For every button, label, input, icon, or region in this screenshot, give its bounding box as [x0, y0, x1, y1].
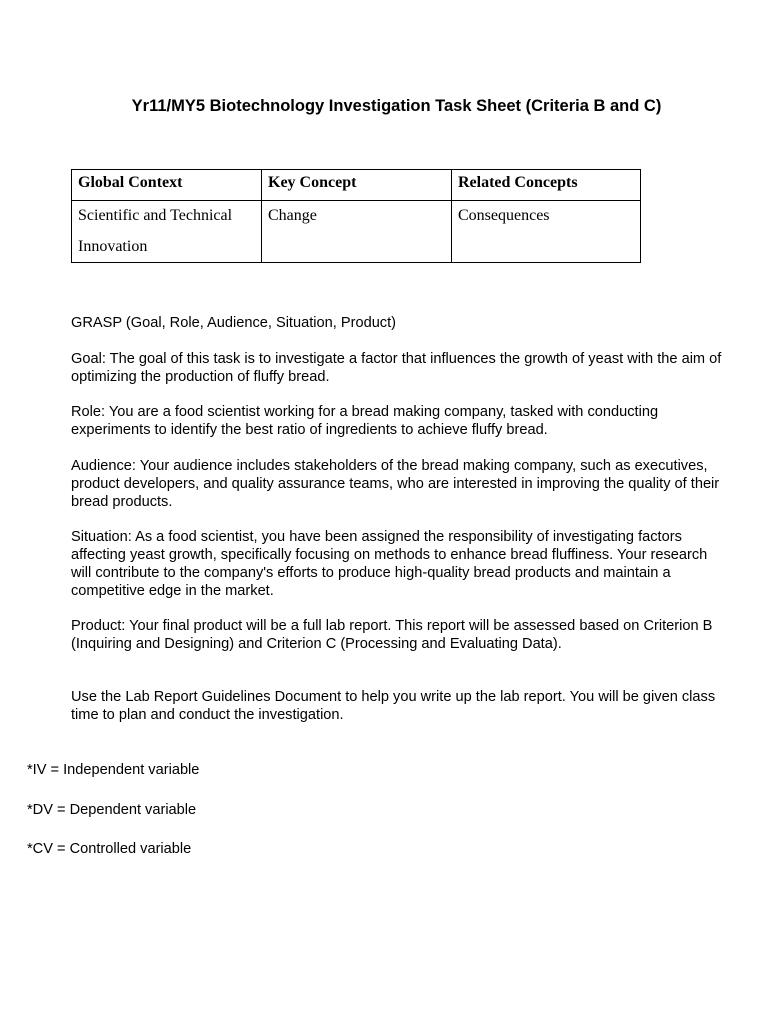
grasp-heading: GRASP (Goal, Role, Audience, Situation, Product): [71, 315, 397, 331]
iv-definition: *IV = Independent variable: [27, 762, 200, 778]
goal-paragraph: Goal: The goal of this task is to investigate a factor that influences the growth of yeast with the aim of optimizing the production of fluffy bread.: [71, 351, 722, 385]
cv-definition: *CV = Controlled variable: [27, 841, 192, 857]
situation-paragraph: Situation: As a food scientist, you have been assigned the responsibility of investigating factors affecting yeast growth, specifically focusing on methods to enhance bread fluffiness. Your research will contribute to the company's efforts to produce high-quality bread products and maintain a competitive edge in the market.: [71, 529, 708, 599]
table-row: [72, 201, 641, 263]
guidelines-paragraph: Use the Lab Report Guidelines Document to help you write up the lab report. You will be given class time to plan and conduct the investigation.: [71, 689, 716, 723]
cell-key-concept: Change: [262, 201, 452, 263]
cell-related-concepts: Consequences: [452, 201, 641, 263]
document-title: Yr11/MY5 Biotechnology Investigation Task Sheet (Criteria B and C): [131, 97, 662, 115]
context-table: [71, 169, 641, 263]
cell-global-context: Scientific and Technical Innovation: [72, 201, 262, 263]
role-paragraph: Role: You are a food scientist working for a bread making company, tasked with conducting experiments to identify the best ratio of ingredients to achieve fluffy bread.: [71, 404, 659, 438]
header-global-context: Global Context: [72, 170, 262, 201]
header-key-concept: Key Concept: [262, 170, 452, 201]
audience-paragraph: Audience: Your audience includes stakeholders of the bread making company, such as executives, product developers, and quality assurance teams, who are interested in improving the quality of their bread products.: [71, 458, 720, 510]
header-related-concepts: Related Concepts: [452, 170, 641, 201]
dv-definition: *DV = Dependent variable: [27, 802, 197, 818]
product-paragraph: Product: Your final product will be a full lab report. This report will be assessed based on Criterion B (Inquiring and Designing) and Criterion C (Processing and Evaluating Data).: [71, 618, 713, 652]
table-header-row: [72, 170, 641, 201]
